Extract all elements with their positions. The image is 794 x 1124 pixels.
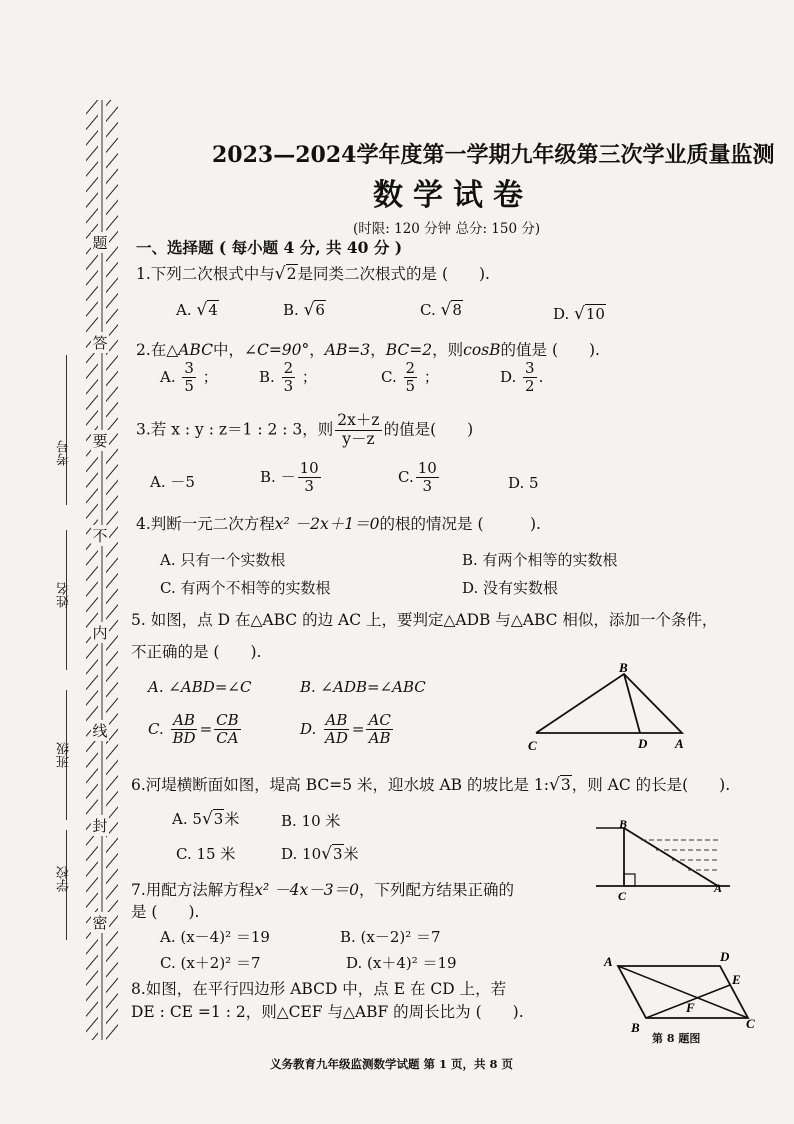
fraction-denominator: 3 — [422, 477, 433, 496]
option-label: A. — [160, 367, 176, 386]
q1-option-c: C. √8 — [420, 300, 462, 320]
option-tail: ； — [301, 367, 317, 386]
q1-option-a: A. √4 — [176, 300, 218, 320]
fraction-numerator: 2x＋z — [337, 411, 380, 429]
fig-label: B — [619, 660, 628, 675]
seal-char: 线 — [92, 722, 108, 740]
q5-option-d — [300, 712, 395, 748]
exam-title: 2023—2024学年度第一学期九年级第三次学业质量监测 — [212, 142, 775, 168]
fig-label: B — [631, 1020, 640, 1035]
fig-label: A — [604, 954, 613, 969]
q4-option-c: C. 有两个不相等的实数根 — [160, 579, 331, 597]
fraction-denominator: CA — [216, 729, 239, 748]
q1-option-d: D. √10 — [553, 304, 605, 324]
option-value: －5 — [170, 473, 195, 491]
q4-option-b: B. 有两个相等的实数根 — [462, 551, 618, 569]
q2-stem-pre: 2.在 — [136, 341, 167, 359]
option-sign: － — [280, 467, 296, 486]
option-label: D. — [508, 474, 525, 492]
question-5-line2: 不正确的是 ( ). — [131, 643, 262, 661]
option-unit: 米 — [224, 810, 240, 828]
fraction-numerator: 3 — [184, 359, 194, 377]
fig-label: B — [619, 818, 628, 831]
radical-sign: √ — [274, 264, 286, 284]
q7-stem-pre: 7.用配方法解方程 — [131, 881, 255, 899]
question-3 — [136, 412, 473, 449]
fig-label: C — [746, 1016, 755, 1031]
option-label: D. — [553, 305, 570, 323]
option-coef: 5 — [192, 810, 202, 828]
seal-char: 内 — [92, 624, 108, 642]
option-value: 5 — [529, 474, 539, 492]
fig-label: F — [686, 1000, 695, 1015]
fig-label: E — [732, 972, 741, 987]
q1-stem-post: 是同类二次根式的是 ( ). — [297, 265, 490, 283]
option-label: C. — [148, 719, 164, 738]
option-radicand: 10 — [585, 305, 605, 323]
q1-stem-rad: 2 — [286, 265, 297, 283]
option-label: C. — [398, 467, 414, 486]
q7-equation: x² －4x－3＝0 — [254, 881, 360, 899]
q2-angle: ∠C=90° — [243, 341, 310, 359]
q7-option-d: D. (x＋4)² ＝19 — [346, 954, 457, 972]
option-label: D. — [300, 719, 317, 738]
exam-no-label: 考号 — [57, 440, 72, 466]
section-heading: 一、选择题 ( 每小题 4 分, 共 40 分 ) — [136, 238, 403, 257]
q7-option-c: C. (x＋2)² ＝7 — [160, 954, 261, 972]
q2-option-b — [259, 360, 317, 396]
page-footer: 义务教育九年级监测数学试题 第 1 页，共 8 页 — [270, 1057, 514, 1071]
option-label: A. — [176, 301, 192, 319]
q7-option-b: B. (x－2)² ＝7 — [340, 928, 441, 946]
question-7-line2: 是 ( ). — [131, 903, 200, 921]
fraction-denominator: 3 — [304, 477, 314, 496]
option-label: B. — [283, 301, 299, 319]
q2-text: 中， — [212, 341, 244, 359]
seal-char: 答 — [92, 334, 108, 352]
q1-stem-pre: 1.下列二次根式中与 — [136, 265, 275, 283]
fraction-numerator: 3 — [525, 359, 535, 377]
fraction-numerator: 2 — [405, 359, 416, 377]
q2-text: ， — [370, 341, 386, 359]
exam-subject: 数学试卷 — [373, 178, 533, 213]
option-label: D. — [500, 367, 517, 386]
equals: = — [199, 719, 213, 738]
q2-stem-post: 的值是 ( ). — [500, 341, 600, 359]
q1-option-b: B. √6 — [283, 300, 325, 320]
option-label: C. — [381, 367, 397, 386]
q7-option-a: A. (x－4)² ＝19 — [160, 928, 270, 946]
option-radicand: 4 — [208, 301, 218, 319]
option-label: B. — [259, 367, 275, 386]
q3-option-d — [508, 474, 539, 492]
fig-label: C — [528, 738, 537, 753]
option-tail: . — [538, 367, 544, 386]
seal-char: 要 — [92, 432, 108, 450]
q2-triangle: △ABC — [166, 341, 213, 359]
fraction-numerator: CB — [216, 711, 239, 729]
fraction-denominator: AB — [368, 729, 391, 748]
q5-option-a: A. ∠ABD=∠C — [148, 678, 252, 696]
q7-stem-post: ，下列配方结果正确的 — [359, 881, 515, 899]
q4-option-a: A. 只有一个实数根 — [160, 551, 286, 569]
option-label: D. — [281, 845, 298, 863]
fraction-denominator: 5 — [184, 377, 194, 396]
fraction-denominator: BD — [172, 729, 196, 748]
q6-option-b: B. 10 米 — [281, 812, 341, 830]
question-8-line1: 8.如图，在平行四边形 ABCD 中，点 E 在 CD 上，若 — [131, 980, 507, 998]
q4-stem-post: 的根的情况是 ( ). — [379, 515, 541, 533]
figure-caption: 第 8 题图 — [652, 1032, 701, 1045]
fraction-numerator: 10 — [417, 459, 437, 477]
q2-cos: cosB — [463, 341, 501, 359]
option-label: A. — [172, 810, 188, 828]
name-label: 姓名 — [57, 582, 72, 608]
exam-meta: (时限: 120 分钟 总分: 150 分) — [353, 221, 541, 237]
q5-option-b: B. ∠ADB=∠ABC — [300, 678, 426, 696]
q3-option-b — [260, 460, 323, 496]
fig-label: A — [714, 881, 723, 895]
fig-label: D — [720, 949, 730, 964]
option-radicand: 8 — [452, 301, 462, 319]
fraction-denominator: AD — [325, 729, 348, 748]
option-radicand: 6 — [315, 301, 325, 319]
option-tail: ； — [202, 367, 218, 386]
question-5-line1: 5. 如图，点 D 在△ABC 的边 AC 上，要判定△ADB 与△ABC 相似，添加一个条件， — [131, 611, 718, 629]
q2-option-d — [500, 360, 543, 396]
question-4 — [136, 512, 541, 534]
fraction-numerator: AC — [368, 711, 391, 729]
fraction-numerator: 10 — [299, 459, 319, 477]
question-8-line2: DE : CE =1 : 2，则△CEF 与△ABF 的周长比为 ( ). — [131, 1003, 524, 1021]
q2-option-a — [160, 360, 218, 396]
fig-label: D — [638, 736, 648, 751]
equals: = — [351, 719, 365, 738]
q3-option-a — [150, 471, 195, 492]
q4-option-d: D. 没有实数根 — [462, 579, 559, 597]
q5-triangle-figure — [520, 660, 700, 755]
q2-option-c — [381, 360, 439, 396]
option-unit: 米 — [343, 845, 359, 863]
q3-stem-post: 的值是( ) — [383, 420, 474, 439]
school-label: 学校 — [57, 866, 72, 892]
seal-char: 不 — [92, 527, 108, 545]
q3-option-c — [398, 460, 441, 496]
q2-ab: AB=3 — [324, 341, 371, 359]
fraction-denominator: y－z — [342, 429, 375, 448]
question-1 — [136, 262, 490, 284]
class-label: 班级 — [57, 742, 72, 768]
question-2 — [136, 338, 600, 360]
q4-equation: x² －2x＋1＝0 — [274, 515, 380, 533]
q2-bc: BC=2 — [385, 341, 433, 359]
fraction-numerator: AB — [325, 711, 348, 729]
q2-text: ，则 — [432, 341, 464, 359]
q6-option-d: D. 10√3米 — [281, 844, 359, 864]
fig-label: A — [675, 736, 684, 751]
option-label: A. — [150, 473, 166, 491]
option-radicand: 3 — [213, 810, 224, 828]
option-coef: 10 — [302, 845, 322, 863]
q6-option-c: C. 15 米 — [176, 845, 236, 863]
option-radicand: 3 — [332, 845, 343, 863]
seal-char: 封 — [92, 817, 108, 835]
q4-stem-pre: 4.判断一元二次方程 — [136, 515, 275, 533]
option-label: C. — [420, 301, 436, 319]
fraction-numerator: 2 — [283, 359, 294, 377]
fraction-denominator: 3 — [283, 377, 294, 396]
q3-stem-pre: 3.若 x : y : z＝1 : 2 : 3，则 — [136, 420, 334, 439]
seal-char: 密 — [92, 914, 108, 932]
q6-stem-pre: 6.河堤横断面如图，堤高 BC=5 米，迎水坡 AB 的坡比是 1: — [131, 776, 549, 794]
option-tail: ； — [423, 367, 439, 386]
fig-label: C — [618, 889, 627, 903]
seal-char: 题 — [92, 234, 108, 252]
q6-stem-post: ，则 AC 的长是( ). — [571, 776, 731, 794]
q6-option-a: A. 5√3米 — [172, 809, 240, 829]
q6-levee-figure — [596, 818, 736, 906]
q5-option-c — [148, 712, 243, 748]
question-7 — [131, 878, 514, 900]
q6-radicand: 3 — [560, 776, 571, 794]
fraction-numerator: AB — [173, 711, 195, 729]
question-6: 6.河堤横断面如图，堤高 BC=5 米，迎水坡 AB 的坡比是 1:√3，则 AC 的长是( ). — [131, 775, 731, 795]
fraction-denominator: 5 — [405, 377, 416, 396]
fraction-denominator: 2 — [525, 377, 535, 396]
option-label: B. — [260, 467, 276, 486]
q2-text: ， — [309, 341, 325, 359]
fill-line — [66, 355, 68, 505]
